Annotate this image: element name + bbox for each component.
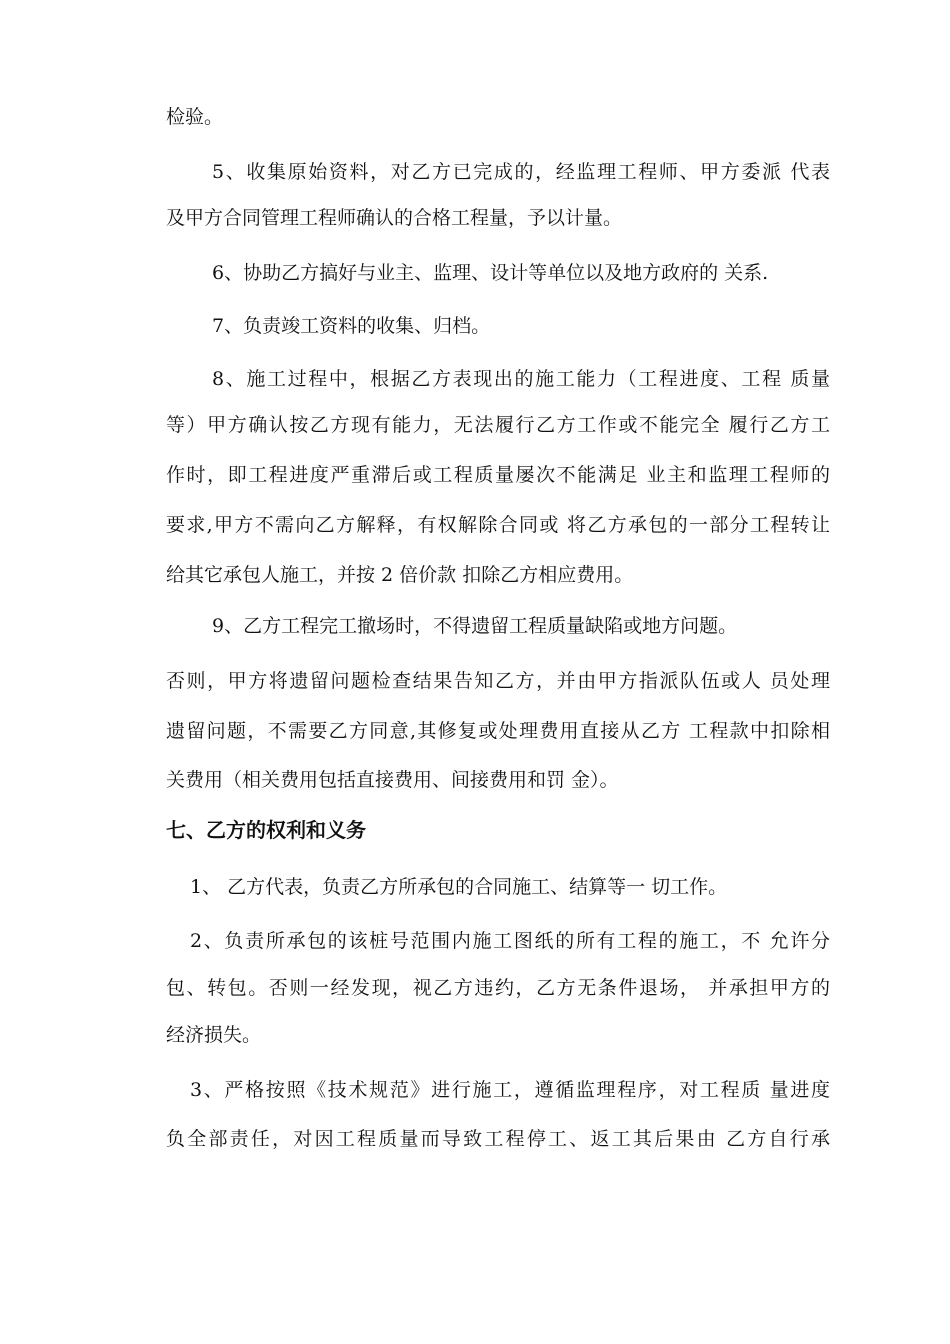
- text-line: 5、收集原始资料，对乙方已完成的，经监理工程师、甲方委派 代表: [212, 161, 830, 183]
- text-line: 等）甲方确认按乙方现有能力，无法履行乙方工作或不能完全 履行乙方工: [166, 414, 830, 436]
- text-line: 否则，甲方将遗留问题检查结果告知乙方，并由甲方指派队伍或人 员处理: [166, 670, 830, 692]
- text-line: 经济损失。: [166, 1024, 262, 1046]
- text-line: 及甲方合同管理工程师确认的合格工程量，予以计量。: [166, 207, 623, 229]
- text-line: 2、负责所承包的该桩号范围内施工图纸的所有工程的施工，不 允许分: [190, 930, 830, 952]
- text-line: 作时，即工程进度严重滞后或工程质量屡次不能满足 业主和监理工程师的: [166, 464, 830, 486]
- text-line: 7、负责竣工资料的收集、归档。: [212, 315, 491, 337]
- text-line: 给其它承包人施工，并按 2 倍价款 扣除乙方相应费用。: [166, 564, 634, 586]
- text-line: 8、施工过程中，根据乙方表现出的施工能力（工程进度、工程 质量: [212, 368, 830, 390]
- text-line: 检验。: [166, 106, 224, 128]
- text-line: 9、乙方工程完工撤场时，不得遗留工程质量缺陷或地方问题。: [212, 615, 738, 637]
- text-line: 负全部责任，对因工程质量而导致工程停工、返工其后果由 乙方自行承: [166, 1128, 830, 1150]
- text-line: 1、 乙方代表，负责乙方所承包的合同施工、结算等一 切工作。: [190, 876, 728, 898]
- text-line: 遗留问题，不需要乙方同意,其修复或处理费用直接从乙方 工程款中扣除相: [166, 720, 830, 742]
- text-line: 6、协助乙方搞好与业主、监理、设计等单位以及地方政府的 关系.: [212, 262, 769, 284]
- text-line: 包、转包。否则一经发现，视乙方违约，乙方无条件退场， 并承担甲方的: [166, 977, 830, 999]
- text-line: 要求,甲方不需向乙方解释，有权解除合同或 将乙方承包的一部分工程转让: [166, 514, 830, 536]
- section-heading: 七、乙方的权利和义务: [166, 818, 366, 842]
- text-line: 关费用（相关费用包括直接费用、间接费用和罚 金）。: [166, 769, 619, 791]
- text-line: 3、严格按照《技术规范》进行施工，遵循监理程序，对工程质 量进度: [190, 1079, 830, 1101]
